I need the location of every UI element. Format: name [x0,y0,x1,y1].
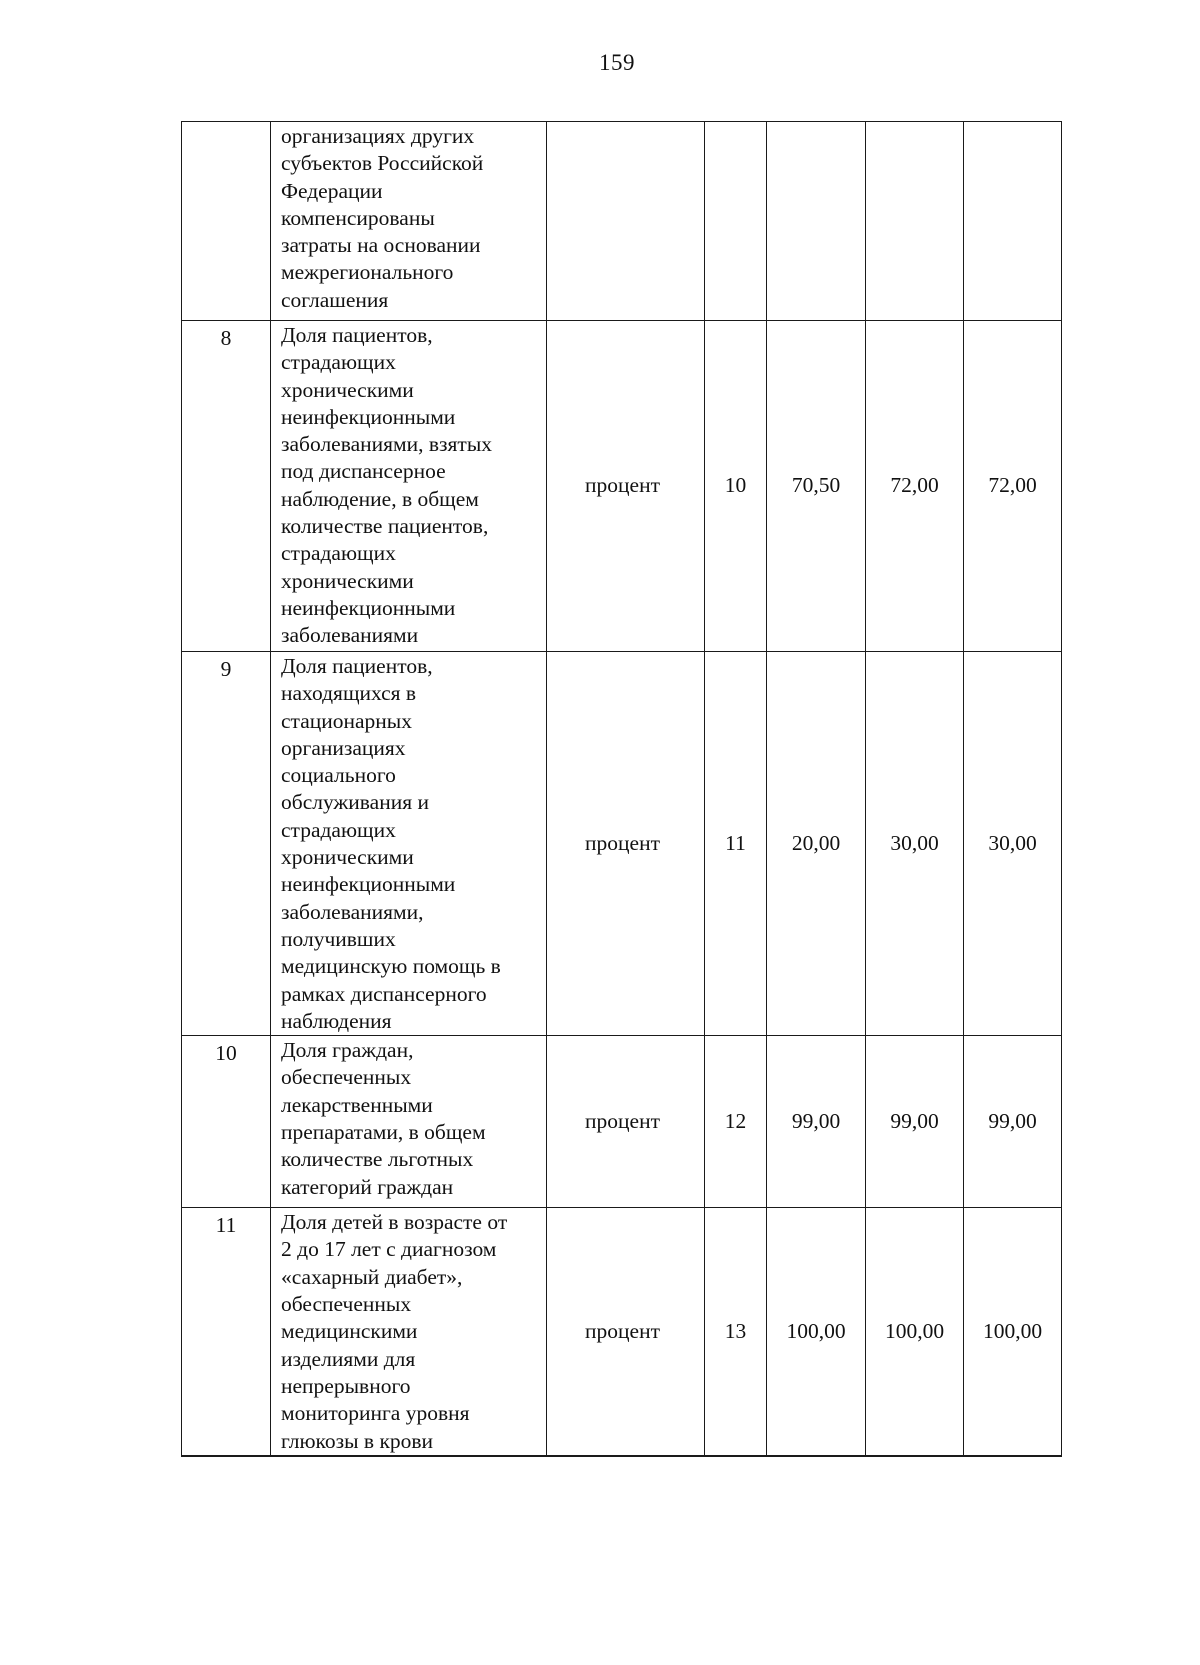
value-cell: 99,00 [964,1036,1062,1208]
value-cell [866,122,964,321]
row-number: 10 [182,1036,271,1208]
value-cell: 100,00 [964,1208,1062,1456]
unit-cell: процент [547,652,705,1036]
unit-cell [547,122,705,321]
unit-cell: процент [547,321,705,652]
value-cell: 99,00 [767,1036,866,1208]
row-number [182,122,271,321]
table-row [182,652,1062,1036]
code-cell: 11 [705,652,767,1036]
code-cell: 13 [705,1208,767,1456]
value-cell: 100,00 [866,1208,964,1456]
row-number: 8 [182,321,271,652]
value-cell: 30,00 [866,652,964,1036]
indicator-name: организациях других субъектов Российской Федерации компенсированы затраты на основании межрегионального соглашения [271,122,547,321]
code-cell [705,122,767,321]
value-cell [964,122,1062,321]
value-cell: 72,00 [866,321,964,652]
indicator-name: Доля граждан, обеспеченных лекарственными препаратами, в общем количестве льготных категорий граждан [271,1036,547,1208]
value-cell: 99,00 [866,1036,964,1208]
table-row [182,321,1062,652]
indicator-name: Доля детей в возрасте от 2 до 17 лет с диагнозом «сахарный диабет», обеспеченных медицинскими изделиями для непрерывного мониторинга уровня глюкозы в крови [271,1208,547,1456]
table-row [182,122,1062,321]
table-row [182,1208,1062,1456]
indicator-name: Доля пациентов, страдающих хроническими неинфекционными заболеваниями, взятых под диспансерное наблюдение, в общем количестве пациентов, страдающих хроническими неинфекционными заболеваниями [271,321,547,652]
value-cell: 100,00 [767,1208,866,1456]
row-number: 11 [182,1208,271,1456]
table-row [182,1036,1062,1208]
code-cell: 10 [705,321,767,652]
code-cell: 12 [705,1036,767,1208]
indicators-table [181,121,1062,1457]
value-cell: 70,50 [767,321,866,652]
row-number: 9 [182,652,271,1036]
value-cell: 30,00 [964,652,1062,1036]
page-number: 159 [599,50,635,75]
value-cell: 72,00 [964,321,1062,652]
unit-cell: процент [547,1036,705,1208]
indicator-name: Доля пациентов, находящихся в стационарных организациях социального обслуживания и страдающих хроническими неинфекционными заболеваниями, получивших медицинскую помощь в рамках диспансерного наблюдения [271,652,547,1036]
value-cell [767,122,866,321]
unit-cell: процент [547,1208,705,1456]
value-cell: 20,00 [767,652,866,1036]
